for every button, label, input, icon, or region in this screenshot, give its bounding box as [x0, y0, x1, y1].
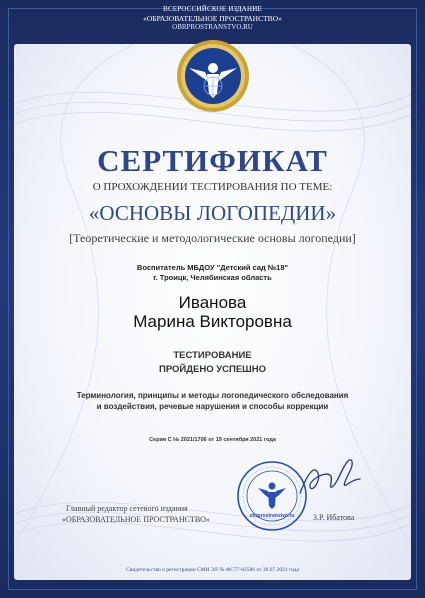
certificate-topic: «ОСНОВЫ ЛОГОПЕДИИ»	[88, 201, 337, 225]
certificate-title: СЕРТИФИКАТ	[97, 143, 328, 178]
recipient-position: Воспитатель МБДОУ "Детский сад №18"	[136, 263, 289, 272]
series-number: Серия С № 2021/1706 от 19 сентября 2021 года	[149, 437, 276, 443]
registration-note: Свидетельство о регистрации СМИ ЭЛ № ФС77-82586 от 30.07.2021 года	[126, 567, 299, 573]
recipient-given-names: Марина Викторовна	[133, 312, 292, 331]
eagle-emblem-icon	[175, 38, 251, 114]
certificate-subtopic: [Теоретические и методологические основы логопедии]	[69, 231, 356, 245]
stamp-site: obrprostranstvo.ru	[249, 513, 295, 519]
signer-role-line2: «ОБРАЗОВАТЕЛЬНОЕ ПРОСТРАНСТВО»	[62, 515, 210, 524]
description-line1: Терминология, принципы и методы логопедического обследования	[76, 391, 349, 400]
publisher-line1: ВСЕРОССИЙСКОЕ ИЗДАНИЕ	[163, 5, 262, 13]
recipient-location: г. Троицк, Челябинская область	[153, 273, 272, 282]
result-line1: ТЕСТИРОВАНИЕ	[173, 350, 252, 361]
signer-name: З.Р. Ибатова	[313, 513, 355, 522]
recipient-surname: Иванова	[178, 293, 247, 312]
result-line2: ПРОЙДЕНО УСПЕШНО	[159, 364, 266, 375]
description-line2: и воздействия, речевые нарушения и способы коррекции	[96, 402, 329, 411]
certificate-subtitle: О ПРОХОЖДЕНИИ ТЕСТИРОВАНИЯ ПО ТЕМЕ:	[92, 181, 333, 193]
handwritten-signature	[294, 453, 364, 503]
signer-role-line1: Главный редактор сетевого издания	[66, 504, 188, 513]
publisher-line2: «ОБРАЗОВАТЕЛЬНОЕ ПРОСТРАНСТВО»	[143, 14, 282, 23]
publisher-site: OBRPROSTRANSTVO.RU	[172, 23, 253, 31]
